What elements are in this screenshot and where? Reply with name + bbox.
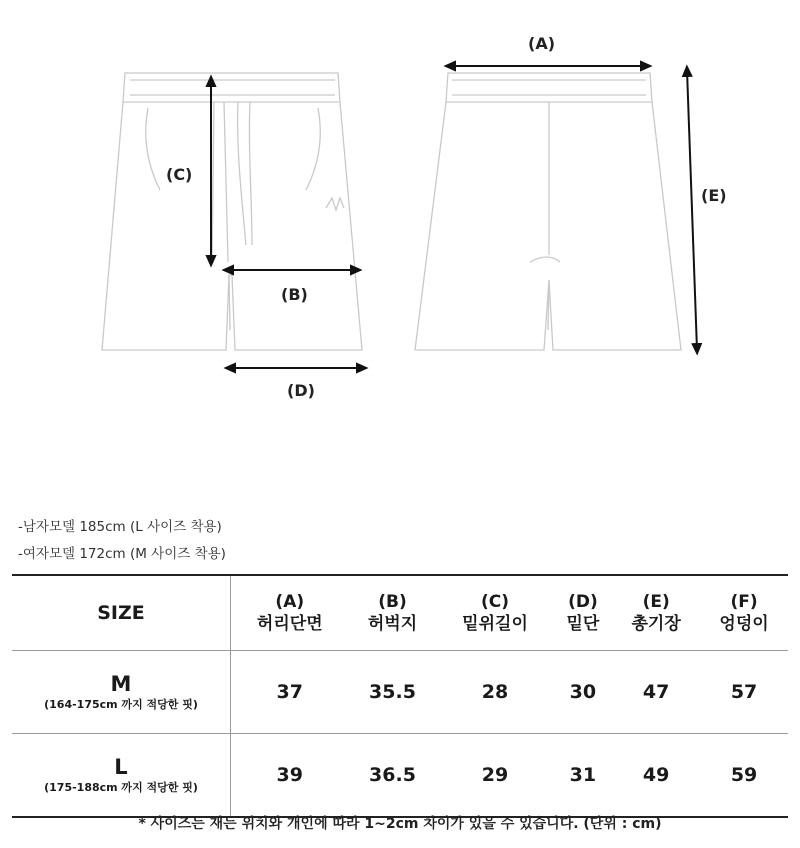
label-c: (C) [166, 165, 193, 184]
value-cell: 31 [554, 734, 613, 818]
column-header: (C) 밑위길이 [436, 575, 553, 651]
size-table-header [12, 575, 788, 651]
column-header: (B) 허벅지 [349, 575, 437, 651]
column-header: (F) 엉덩이 [700, 575, 788, 651]
label-b: (B) [281, 285, 308, 304]
back-view [415, 73, 681, 350]
size-cell: M (164-175cm 까지 적당한 핏) [12, 651, 231, 734]
column-header: (A) 허리단면 [231, 575, 349, 651]
label-e: (E) [701, 186, 727, 205]
model-notes [18, 514, 226, 568]
value-cell: 39 [231, 734, 349, 818]
table-row [12, 734, 788, 818]
value-cell: 29 [436, 734, 553, 818]
measurement-arrows [211, 66, 697, 368]
female-model-note: -여자모델 172cm (M 사이즈 착용) [18, 546, 226, 562]
front-view [102, 73, 362, 350]
size-header-cell: SIZE [12, 575, 231, 651]
value-cell: 37 [231, 651, 349, 734]
value-cell: 57 [700, 651, 788, 734]
label-a: (A) [528, 34, 556, 53]
label-d: (D) [287, 381, 315, 400]
value-cell: 49 [612, 734, 700, 818]
column-header: (E) 총기장 [612, 575, 700, 651]
size-cell: L (175-188cm 까지 적당한 핏) [12, 734, 231, 818]
value-cell: 28 [436, 651, 553, 734]
size-footnote: * 사이즈는 재는 위치와 개인에 따라 1~2cm 차이가 있을 수 있습니다. (단위 : cm) [138, 816, 662, 832]
value-cell: 36.5 [349, 734, 437, 818]
column-header: (D) 밑단 [554, 575, 613, 651]
value-cell: 47 [612, 651, 700, 734]
value-cell: 30 [554, 651, 613, 734]
size-table [12, 574, 788, 818]
male-model-note: -남자모델 185cm (L 사이즈 착용) [18, 519, 222, 535]
value-cell: 35.5 [349, 651, 437, 734]
table-row [12, 651, 788, 734]
value-cell: 59 [700, 734, 788, 818]
arrow-e [687, 70, 697, 350]
